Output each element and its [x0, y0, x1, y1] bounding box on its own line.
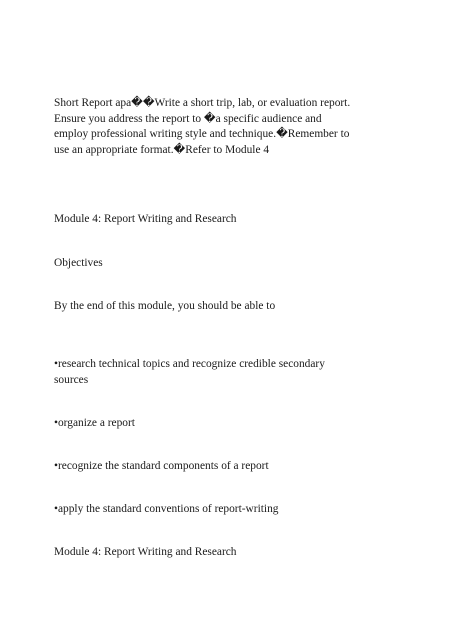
module-heading: Module 4: Report Writing and Research [54, 213, 237, 225]
objectives-heading: Objectives [54, 257, 103, 269]
bullet-research-line: •research technical topics and recognize credible secondary [54, 358, 325, 370]
bullet-components: •recognize the standard components of a report [54, 460, 269, 472]
bullet-conventions: •apply the standard conventions of report-writing [54, 503, 279, 515]
assignment-line: Short Report apa��Write a short trip, lab, or evaluation report. [54, 97, 351, 109]
bullet-organize: •organize a report [54, 417, 135, 429]
objectives-intro: By the end of this module, you should be able to [54, 300, 276, 312]
bullet-research-line: sources [54, 373, 89, 386]
assignment-line: use an appropriate format.�Refer to Module 4 [54, 143, 270, 156]
assignment-line: employ professional writing style and technique.�Remember to [54, 128, 350, 140]
assignment-line: Ensure you address the report to �a specific audience and [54, 112, 322, 125]
module-heading-repeat: Module 4: Report Writing and Research [54, 546, 237, 558]
bullet-research [54, 357, 414, 388]
assignment-paragraph [54, 96, 414, 158]
